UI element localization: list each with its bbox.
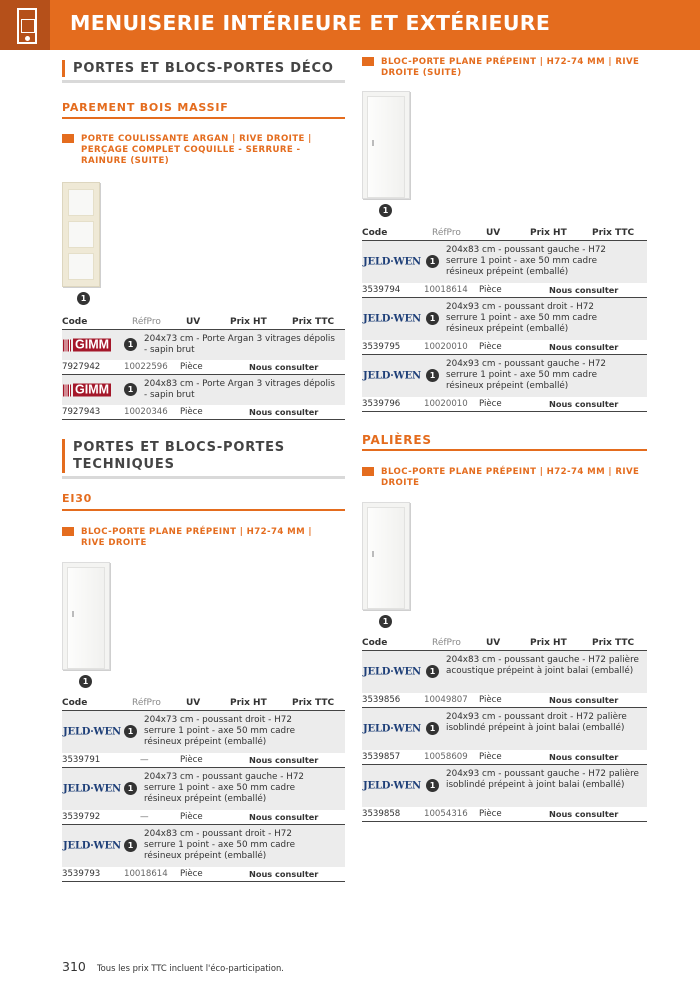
table-row-info xyxy=(362,750,647,765)
product-title-porte-argan: PORTE COULISSANTE ARGAN | RIVE DROITE | PERÇAGE COMPLET COQUILLE - SERRURE - RAINURE (SUITE) xyxy=(62,134,345,167)
row-uv: Pièce xyxy=(479,809,502,819)
col-ref: RéfPro xyxy=(432,638,461,648)
door-icon xyxy=(17,8,37,44)
row-uv: Pièce xyxy=(180,869,203,879)
col-prix-ht: Prix HT xyxy=(230,317,267,327)
subsection-divider xyxy=(62,509,345,511)
badge: 1 xyxy=(426,722,439,735)
jeldwen-logo: JELD·WEN xyxy=(363,780,421,792)
table-header xyxy=(362,226,647,241)
product-title-bloc-rive-droite: BLOC-PORTE PLANE PRÉPEINT | H72-74 MM | RIVE DROITE xyxy=(62,527,322,549)
row-description: 204x73 cm - poussant gauche - H72 serrure 1 point - axe 50 mm cadre résineux prépeint (emballé) xyxy=(144,772,305,804)
badge: 1 xyxy=(124,839,137,852)
jeldwen-logo: JELD·WEN xyxy=(363,256,421,268)
section-divider xyxy=(62,476,345,479)
row-ref: 10020010 xyxy=(424,342,468,352)
table-row xyxy=(362,355,647,397)
table-argan xyxy=(62,315,345,420)
row-code: 3539792 xyxy=(62,812,101,822)
page-header xyxy=(0,0,700,50)
row-description: 204x83 cm - poussant gauche - H72 palière acoustique prépeint à joint balai (emballé) xyxy=(446,655,639,676)
col-ref: RéfPro xyxy=(132,317,161,327)
table-row xyxy=(362,708,647,750)
table-row-info xyxy=(62,867,345,882)
table-row-info xyxy=(62,810,345,825)
table-ei30 xyxy=(62,696,345,882)
badge: 1 xyxy=(426,779,439,792)
row-price: Nous consulter xyxy=(249,407,319,417)
col-prix-ttc: Prix TTC xyxy=(592,638,635,648)
row-uv: Pièce xyxy=(479,342,502,352)
row-description: 204x93 cm - poussant droit - H72 serrure 1 point - axe 50 mm cadre résineux prépeint (emballé) xyxy=(446,302,597,334)
row-description: 204x73 cm - Porte Argan 3 vitrages dépolis - sapin brut xyxy=(144,334,335,355)
jeldwen-logo: JELD·WEN xyxy=(363,723,421,735)
row-ref: 10018614 xyxy=(424,285,468,295)
col-prix-ht: Prix HT xyxy=(530,638,567,648)
table-row-info xyxy=(362,693,647,708)
table-header xyxy=(362,636,647,651)
jeldwen-logo: JELD·WEN xyxy=(363,370,421,382)
col-ref: RéfPro xyxy=(432,228,461,238)
table-row-info xyxy=(62,360,345,375)
col-uv: UV xyxy=(186,698,201,708)
product-title-bloc-palier: BLOC-PORTE PLANE PRÉPEINT | H72-74 MM | RIVE DROITE xyxy=(362,467,647,489)
row-ref: — xyxy=(140,812,149,822)
table-row xyxy=(362,241,647,283)
col-ref: RéfPro xyxy=(132,698,161,708)
badge: 1 xyxy=(379,615,392,628)
jeldwen-logo: JELD·WEN xyxy=(63,783,121,795)
badge: 1 xyxy=(77,292,90,305)
row-code: 3539858 xyxy=(362,809,401,819)
door-image-ei30 xyxy=(62,562,110,670)
section-title-portes-deco: PORTES ET BLOCS-PORTES DÉCO xyxy=(62,60,345,77)
row-ref: 10054316 xyxy=(424,809,468,819)
table-row xyxy=(62,375,345,405)
badge: 1 xyxy=(426,312,439,325)
section-title-portes-tech: PORTES ET BLOCS-PORTES TECHNIQUES xyxy=(62,439,292,473)
row-uv: Pièce xyxy=(180,407,203,417)
badge: 1 xyxy=(426,665,439,678)
row-price: Nous consulter xyxy=(249,362,319,372)
row-uv: Pièce xyxy=(479,285,502,295)
subsection-title-palieres: PALIÈRES xyxy=(362,433,432,447)
table-row xyxy=(62,825,345,867)
row-uv: Pièce xyxy=(479,752,502,762)
table-row-info xyxy=(362,283,647,298)
row-code: 3539793 xyxy=(62,869,101,879)
row-code: 3539857 xyxy=(362,752,401,762)
row-description: 204x93 cm - poussant gauche - H72 serrure 1 point - axe 50 mm cadre résineux prépeint (emballé) xyxy=(446,359,607,391)
door-image-argan xyxy=(62,182,100,287)
badge: 1 xyxy=(379,204,392,217)
badge: 1 xyxy=(124,338,137,351)
row-price: Nous consulter xyxy=(249,869,319,879)
col-prix-ht: Prix HT xyxy=(230,698,267,708)
badge: 1 xyxy=(426,369,439,382)
row-uv: Pièce xyxy=(479,399,502,409)
row-price: Nous consulter xyxy=(549,752,619,762)
page-number: 310 xyxy=(62,959,86,974)
table-row xyxy=(62,768,345,810)
door-image-suite xyxy=(362,91,410,199)
table-row xyxy=(362,651,647,693)
subsection-divider xyxy=(362,449,647,451)
row-ref: 10020346 xyxy=(124,407,168,417)
table-row-info xyxy=(362,397,647,412)
col-prix-ht: Prix HT xyxy=(530,228,567,238)
row-ref: 10018614 xyxy=(124,869,168,879)
row-price: Nous consulter xyxy=(549,285,619,295)
col-code: Code xyxy=(62,317,88,327)
col-code: Code xyxy=(362,638,388,648)
subsection-title-ei30: EI30 xyxy=(62,492,93,505)
row-code: 7927943 xyxy=(62,407,101,417)
jeldwen-logo: JELD·WEN xyxy=(363,313,421,325)
table-row xyxy=(62,330,345,360)
col-uv: UV xyxy=(486,638,501,648)
table-row-info xyxy=(362,340,647,355)
jeldwen-logo: JELD·WEN xyxy=(63,726,121,738)
row-ref: 10058609 xyxy=(424,752,468,762)
row-uv: Pièce xyxy=(180,362,203,372)
row-description: 204x83 cm - poussant droit - H72 serrure 1 point - axe 50 mm cadre résineux prépeint (emballé) xyxy=(144,829,295,861)
jeldwen-logo: JELD·WEN xyxy=(63,840,121,852)
row-uv: Pièce xyxy=(180,812,203,822)
row-uv: Pièce xyxy=(180,755,203,765)
row-description: 204x93 cm - poussant gauche - H72 palière isoblindé prépeint à joint balai (emballé) xyxy=(446,769,639,790)
col-prix-ttc: Prix TTC xyxy=(292,698,335,708)
page-title: MENUISERIE INTÉRIEURE ET EXTÉRIEURE xyxy=(70,11,551,35)
gimm-logo: GIMM xyxy=(63,384,111,397)
table-row-info xyxy=(62,405,345,420)
row-ref: 10020010 xyxy=(424,399,468,409)
door-image-palier xyxy=(362,502,410,610)
badge: 1 xyxy=(426,255,439,268)
table-suite xyxy=(362,226,647,412)
table-header xyxy=(62,315,345,330)
row-uv: Pièce xyxy=(479,695,502,705)
row-price: Nous consulter xyxy=(549,399,619,409)
table-row xyxy=(62,711,345,753)
section-divider xyxy=(62,80,345,83)
header-icon-box xyxy=(0,0,50,50)
row-price: Nous consulter xyxy=(249,755,319,765)
row-description: 204x93 cm - poussant droit - H72 palière isoblindé prépeint à joint balai (emballé) xyxy=(446,712,627,733)
subsection-title-parement: PAREMENT BOIS MASSIF xyxy=(62,101,229,114)
row-description: 204x83 cm - Porte Argan 3 vitrages dépolis - sapin brut xyxy=(144,379,335,400)
jeldwen-logo: JELD·WEN xyxy=(363,666,421,678)
row-code: 3539856 xyxy=(362,695,401,705)
table-palier xyxy=(362,636,647,822)
row-code: 3539795 xyxy=(362,342,401,352)
footer-note: Tous les prix TTC incluent l'éco-participation. xyxy=(96,963,284,973)
row-description: 204x83 cm - poussant gauche - H72 serrure 1 point - axe 50 mm cadre résineux prépeint (emballé) xyxy=(446,245,607,277)
col-uv: UV xyxy=(186,317,201,327)
row-price: Nous consulter xyxy=(549,695,619,705)
product-title-bloc-rive-suite: BLOC-PORTE PLANE PRÉPEINT | H72-74 MM | RIVE DROITE (SUITE) xyxy=(362,57,647,79)
subsection-divider xyxy=(62,117,345,119)
table-row-info xyxy=(362,807,647,822)
row-ref: 10022596 xyxy=(124,362,168,372)
row-code: 3539794 xyxy=(362,285,401,295)
row-price: Nous consulter xyxy=(249,812,319,822)
gimm-logo: GIMM xyxy=(63,339,111,352)
badge: 1 xyxy=(79,675,92,688)
col-prix-ttc: Prix TTC xyxy=(292,317,335,327)
row-price: Nous consulter xyxy=(549,809,619,819)
col-prix-ttc: Prix TTC xyxy=(592,228,635,238)
row-code: 3539796 xyxy=(362,399,401,409)
page-footer xyxy=(62,956,284,975)
row-ref: — xyxy=(140,755,149,765)
col-uv: UV xyxy=(486,228,501,238)
table-header xyxy=(62,696,345,711)
badge: 1 xyxy=(124,782,137,795)
row-price: Nous consulter xyxy=(549,342,619,352)
col-code: Code xyxy=(62,698,88,708)
table-row xyxy=(362,765,647,807)
row-code: 3539791 xyxy=(62,755,101,765)
table-row xyxy=(362,298,647,340)
row-code: 7927942 xyxy=(62,362,101,372)
col-code: Code xyxy=(362,228,388,238)
badge: 1 xyxy=(124,725,137,738)
row-ref: 10049807 xyxy=(424,695,468,705)
badge: 1 xyxy=(124,383,137,396)
row-description: 204x73 cm - poussant droit - H72 serrure 1 point - axe 50 mm cadre résineux prépeint (emballé) xyxy=(144,715,295,747)
table-row-info xyxy=(62,753,345,768)
